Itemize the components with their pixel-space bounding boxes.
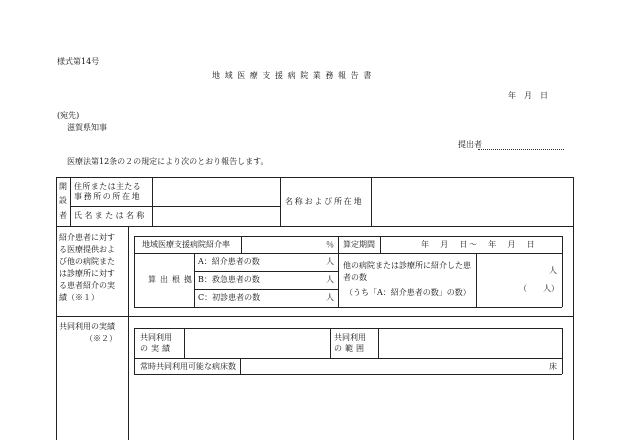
address-label-line2: 事務所の所在地	[74, 192, 142, 201]
beds-label: 常時共同利用可能な病床数	[140, 362, 236, 371]
shared-scope-label-2: の範囲	[334, 344, 367, 353]
other-referral-unit: 人	[549, 266, 557, 275]
submitter-signature-line[interactable]	[478, 149, 564, 150]
referral-rate-label: 地域医療支援病院紹介率	[142, 240, 230, 249]
other-referral-label-3: （うち「A：紹介患者の数」の数）	[345, 288, 471, 297]
location-field[interactable]	[372, 178, 572, 225]
item-a-unit: 人	[326, 257, 334, 266]
item-b-unit: 人	[326, 275, 334, 284]
submitter-label: 提出者	[458, 140, 482, 149]
shared-scope-field[interactable]	[379, 329, 561, 357]
governor-label: 滋賀県知事	[67, 123, 107, 132]
report-date: 年 月 日	[508, 91, 548, 100]
item-c-label: C：初診患者の数	[198, 293, 261, 302]
location-label: 名称および所在地	[285, 197, 364, 206]
beds-unit: 床	[549, 362, 557, 371]
referral-label-1: 紹介患者に対す	[59, 233, 115, 242]
shared-record-label-2: の実績	[140, 344, 173, 353]
form-number: 様式第14号	[57, 57, 100, 66]
shared-record-label-1: 共同利用	[140, 333, 172, 342]
referral-label-6: 績（※１）	[59, 293, 99, 302]
referral-rate-percent: ％	[326, 240, 334, 249]
referral-label-3: び他の病院また	[59, 257, 115, 266]
name-field[interactable]	[153, 207, 279, 225]
address-label-line1: 住所または主たる	[74, 182, 142, 191]
shared-use-label-1: 共同利用の実績	[59, 322, 115, 331]
shared-record-field[interactable]	[185, 329, 329, 357]
founder-label-2: 設	[59, 196, 67, 205]
other-referral-unit-paren: （ 人）	[519, 284, 559, 293]
document-title: 地域医療支援病院業務報告書	[212, 71, 376, 80]
referral-rate-field[interactable]	[242, 237, 322, 252]
item-c-unit: 人	[326, 293, 334, 302]
beds-field[interactable]	[241, 359, 541, 373]
founder-label-3: 者	[59, 211, 67, 220]
referral-label-4: は診療所に対す	[59, 269, 115, 278]
address-field[interactable]	[153, 178, 279, 205]
item-a-label: A：紹介患者の数	[198, 257, 260, 266]
intro-text: 医療法第12条の２の規定により次のとおり報告します。	[67, 157, 269, 166]
shared-scope-label-1: 共同利用	[334, 333, 366, 342]
shared-use-label-2: （※２）	[85, 334, 117, 343]
addressee-label: (宛先)	[57, 111, 80, 120]
founder-label-1: 開	[59, 182, 67, 191]
basis-label: 算出根拠	[148, 275, 196, 284]
other-referral-label-2: 者の数	[343, 273, 367, 282]
referral-label-5: る患者紹介の実	[59, 281, 115, 290]
name-label: 氏名または名称	[74, 211, 147, 220]
item-b-label: B：救急患者の数	[198, 275, 260, 284]
referral-label-2: る医療提供およ	[59, 245, 115, 254]
other-referral-label-1: 他の病院または診療所に紹介した患	[343, 261, 471, 270]
period-label: 算定期間	[343, 240, 375, 249]
period-value[interactable]: 年 月 日～ 年 月 日	[421, 240, 537, 249]
